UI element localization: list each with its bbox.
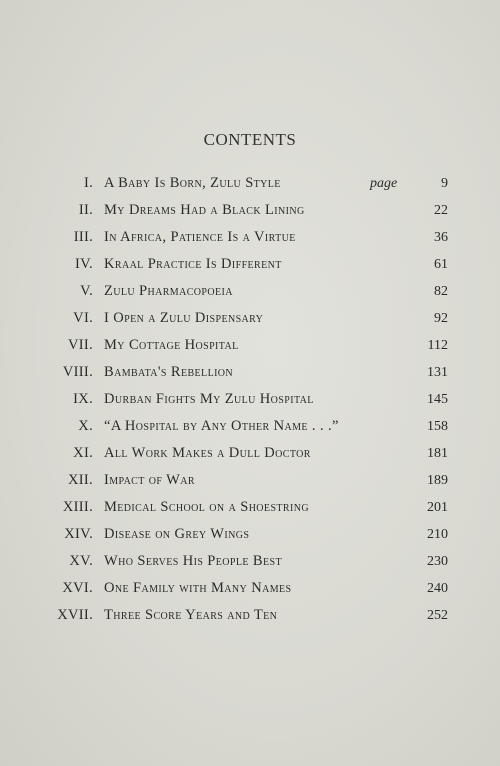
chapter-title: All Work Makes a Dull Doctor xyxy=(104,445,311,461)
toc-entry xyxy=(0,386,500,413)
chapter-title: A Baby Is Born, Zulu Style xyxy=(104,175,281,191)
page-label: page xyxy=(370,176,398,191)
toc-entry xyxy=(0,575,500,602)
chapter-title: My Dreams Had a Black Lining xyxy=(104,202,305,218)
chapter-title: Zulu Pharmacopoeia xyxy=(104,283,233,299)
chapter-number: VII. xyxy=(68,337,93,353)
toc-entry xyxy=(0,170,500,197)
toc-entry xyxy=(0,467,500,494)
chapter-number: VI. xyxy=(73,310,93,326)
chapter-number: VIII. xyxy=(62,364,93,380)
contents-heading: CONTENTS xyxy=(203,130,297,149)
page-number: 210 xyxy=(427,527,448,542)
chapter-number: XII. xyxy=(68,472,93,488)
page-number: 61 xyxy=(434,257,448,272)
chapter-title: Three Score Years and Ten xyxy=(104,607,278,623)
page-number: 201 xyxy=(427,500,448,515)
toc-entry xyxy=(0,251,500,278)
chapter-title: Bambata's Rebellion xyxy=(104,364,234,380)
chapter-number: XIV. xyxy=(64,526,93,542)
toc-entry xyxy=(0,602,500,629)
chapter-title: I Open a Zulu Dispensary xyxy=(104,310,264,326)
chapter-number: II. xyxy=(78,202,93,218)
page-number: 189 xyxy=(427,473,448,488)
chapter-number: XI. xyxy=(73,445,93,461)
chapter-number: IX. xyxy=(73,391,93,407)
chapter-number: XIII. xyxy=(62,499,93,515)
chapter-title: Impact of War xyxy=(104,472,195,488)
chapter-number: XVI. xyxy=(62,580,93,596)
chapter-title: “A Hospital by Any Other Name . . .” xyxy=(104,418,339,434)
toc-entry xyxy=(0,521,500,548)
page-number: 252 xyxy=(427,608,448,623)
page-number: 145 xyxy=(427,392,448,407)
page-number: 22 xyxy=(434,203,448,218)
chapter-number: V. xyxy=(80,283,93,299)
chapter-title: Kraal Practice Is Different xyxy=(104,256,282,272)
toc-entry xyxy=(0,224,500,251)
page-number: 131 xyxy=(427,365,448,380)
page-number: 240 xyxy=(427,581,448,596)
chapter-title: Medical School on a Shoestring xyxy=(104,499,309,515)
toc-entry xyxy=(0,548,500,575)
toc-entry xyxy=(0,359,500,386)
toc-entry xyxy=(0,413,500,440)
chapter-title: Durban Fights My Zulu Hospital xyxy=(104,391,314,407)
page-number: 181 xyxy=(427,446,448,461)
chapter-number: X. xyxy=(78,418,93,434)
toc-entry xyxy=(0,440,500,467)
table-of-contents xyxy=(0,170,500,629)
chapter-title: One Family with Many Names xyxy=(104,580,292,596)
page-number: 158 xyxy=(427,419,448,434)
chapter-number: III. xyxy=(73,229,93,245)
page-number: 82 xyxy=(434,284,448,299)
page-number: 36 xyxy=(434,230,448,245)
page-number: 112 xyxy=(427,338,448,353)
toc-entry xyxy=(0,332,500,359)
chapter-number: XV. xyxy=(69,553,93,569)
page-number: 92 xyxy=(434,311,448,326)
chapter-title: In Africa, Patience Is a Virtue xyxy=(104,229,296,245)
chapter-title: Disease on Grey Wings xyxy=(104,526,250,542)
chapter-number: IV. xyxy=(75,256,93,272)
page-number: 9 xyxy=(441,176,448,191)
toc-entry xyxy=(0,278,500,305)
chapter-title: Who Serves His People Best xyxy=(104,553,282,569)
chapter-number: XVII. xyxy=(57,607,93,623)
toc-entry xyxy=(0,305,500,332)
toc-entry xyxy=(0,494,500,521)
chapter-number: I. xyxy=(83,175,93,191)
chapter-title: My Cottage Hospital xyxy=(104,337,239,353)
toc-entry xyxy=(0,197,500,224)
page-number: 230 xyxy=(427,554,448,569)
